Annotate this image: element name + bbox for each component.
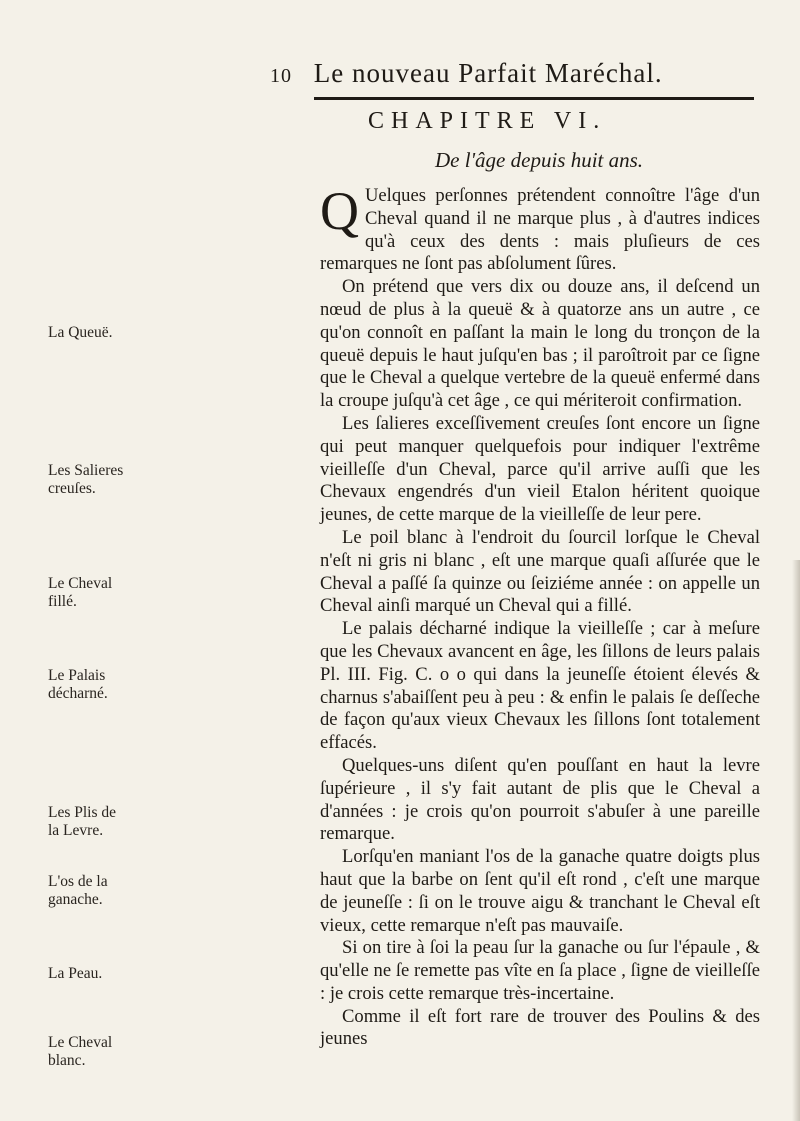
paragraph: Quelques-uns diſent qu'en pouſſant en haut la levre ſupérieure , il s'y fait autant de plis que le Cheval a d'années : je crois qu'on pourroit s'abuſer à une pareille remarque. xyxy=(320,754,760,845)
paragraph: Lorſqu'en maniant l'os de la ganache quatre doigts plus haut que la barbe on ſent qu'il eſt rond , c'eſt une marque de jeuneſſe : ſi on le trouve aigu & tranchant le Cheval eſt vieux, cette remarque n'eſt pas mauvaiſe. xyxy=(320,846,760,936)
chapter-subtitle: De l'âge depuis huit ans. xyxy=(435,148,644,172)
margin-note-plis-levre: Les Plis de la Levre. xyxy=(48,804,117,839)
paragraph: On prétend que vers dix ou douze ans, il deſcend un nœud de plus à la queuë & à quatorze ans un autre , ce qu'on connoît en paſſant la main le long du tronçon de la queuë depuis le haut juſqu'en bas ; il paroîtroit par ce ſigne que le Cheval a quelque vertebre de la queuë enfermé dans la croupe juſqu'à cet âge , ce qui mériteroit confirmation. xyxy=(320,276,760,412)
paragraph-text: Uelques perſonnes prétendent connoître l'âge d'un Cheval quand il ne marque plus , à d'autres indices qu'à ceux des dents : mais pluſieurs de ces remarques ne ſont pas abſolument ſûres. xyxy=(320,185,760,275)
margin-note-cheval-blanc: Le Cheval blanc. xyxy=(48,1034,113,1069)
margin-note-queue: La Queuë. xyxy=(48,324,113,341)
margin-note-palais: Le Palais décharné. xyxy=(48,667,108,702)
header-rule xyxy=(314,97,754,100)
paragraph: Les ſalieres exceſſivement creuſes ſont encore un ſigne qui peut manquer quelquefois pour indiquer l'extrême vieilleſſe d'un Cheval, parce qu'il arrive auſſi que les Chevaux engendrés d'un vieil Etalon héritent quoique jeunes, de cette marque de la vieilleſſe de leur pere. xyxy=(320,412,760,526)
running-head xyxy=(270,58,663,89)
page-number: 10 xyxy=(270,65,292,87)
paragraph xyxy=(320,181,760,276)
paragraph: Si on tire à ſoi la peau ſur la ganache ou ſur l'épaule , & qu'elle ne ſe remette pas vîte en ſa place , ſigne de vieilleſſe : je crois cette remarque très-incertaine. xyxy=(320,937,760,1004)
scan-edge xyxy=(792,560,800,1121)
chapter-title: CHAPITRE VI. xyxy=(368,108,607,134)
paragraph: Comme il eſt fort rare de trouver des Poulins & des jeunes xyxy=(320,1005,760,1050)
margin-note-cheval-fille: Le Cheval fillé. xyxy=(48,575,113,610)
margin-note-peau: La Peau. xyxy=(48,965,103,982)
drop-cap: Q xyxy=(320,181,359,241)
margin-note-os-ganache: L'os de la ganache. xyxy=(48,873,108,908)
running-title: Le nouveau Parfait Maréchal. xyxy=(313,58,663,88)
paragraph: Le palais décharné indique la vieilleſſe ; car à meſure que les Chevaux avancent en âge, les ſillons de leurs palais Pl. III. Fig. C. o o qui dans la jeuneſſe étoient élevés & charnus s'abaiſſent peu à peu : & enfin le palais ſe deſſeche de façon qu'aux vieux Chevaux les ſillons ſont totalement effacés. xyxy=(320,618,760,754)
margin-note-salieres: Les Salieres creuſes. xyxy=(48,462,124,497)
body-text xyxy=(320,181,760,1051)
paragraph: Le poil blanc à l'endroit du ſourcil lorſque le Cheval n'eſt ni gris ni blanc , eſt une marque quaſi aſſurée que le Cheval a paſſé ſa quinze ou ſeiziéme année : on appelle un Cheval ainſi marqué un Cheval qui a fillé. xyxy=(320,526,760,617)
